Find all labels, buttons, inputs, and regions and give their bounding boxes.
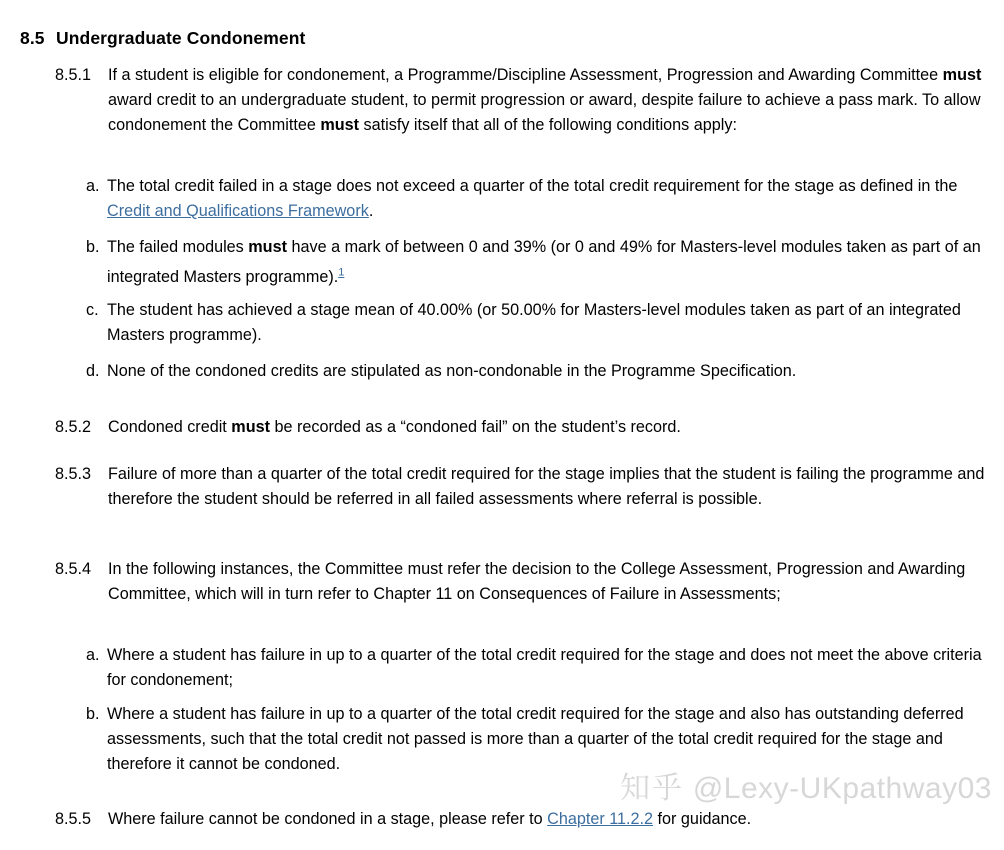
section-title: Undergraduate Condonement xyxy=(56,28,306,48)
list-item-text xyxy=(107,174,986,224)
list-item-b-1 xyxy=(86,232,986,292)
footnote-reference[interactable] xyxy=(338,267,344,279)
list-marker: c. xyxy=(86,301,99,319)
list-text-part-1: The total credit failed in a stage does not exceed a quarter of the total credit requirement for the stage as defined in the xyxy=(107,177,958,195)
clause-text-part-2: for guidance. xyxy=(653,810,752,828)
list-marker: a. xyxy=(86,177,100,195)
list-item-a-1 xyxy=(86,174,986,224)
clause-emphasis-must: must xyxy=(231,418,270,436)
clause-8-5-5 xyxy=(55,807,985,832)
clause-8-5-1 xyxy=(55,63,985,139)
credit-qualifications-framework-link[interactable]: Credit and Qualifications Framework xyxy=(107,202,369,221)
clause-text: In the following instances, the Committee must refer the decision to the College Assessment, Progression and Awarding Committee, which will in turn refer to Chapter 11 on Consequences of Failure in Assessments; xyxy=(108,560,966,604)
list-item-a-2 xyxy=(86,643,986,693)
section-heading xyxy=(20,27,980,49)
clause-number: 8.5.4 xyxy=(55,560,92,578)
list-text-part-2: have a mark of between 0 and 39% (or 0 and 49% for Masters-level modules taken as part of an integrated Masters programme). xyxy=(107,238,981,286)
footnote-link[interactable]: 1 xyxy=(338,266,345,279)
clause-text-part-1: Condoned credit xyxy=(108,418,232,436)
clause-text-part-2: award credit to an undergraduate student, to permit progression or award, despite failure to achieve a pass mark. To allow condonement the Committee xyxy=(108,91,981,135)
watermark-handle: @Lexy-UKpathway03 xyxy=(692,772,992,805)
list-item-d-1 xyxy=(86,359,986,384)
clause-text-part-1: Where failure cannot be condoned in a stage, please refer to xyxy=(108,810,548,828)
section-number: 8.5 xyxy=(20,28,45,48)
clause-number: 8.5.3 xyxy=(55,465,92,483)
clause-text-part-2: be recorded as a “condoned fail” on the student’s record. xyxy=(269,418,681,436)
clause-text: Failure of more than a quarter of the total credit required for the stage implies that the student is failing the programme and therefore the student should be referred in all failed assessments where referral is possible. xyxy=(108,465,985,509)
watermark-site-name: 知乎 xyxy=(620,772,684,805)
list-item-b-2 xyxy=(86,702,986,778)
list-item-text: The student has achieved a stage mean of 40.00% (or 50.00% for Masters-level modules taken as part of an integrated Masters programme). xyxy=(107,301,961,345)
list-text-part-2: . xyxy=(368,202,374,221)
list-item-text: Where a student has failure in up to a quarter of the total credit required for the stage and also has outstanding deferred assessments, such that the total credit not passed is more than a quarter of the total credit required for the stage and therefore it cannot be condoned. xyxy=(107,705,964,774)
clause-8-5-3 xyxy=(55,462,985,512)
list-item-c-1 xyxy=(86,298,986,348)
clause-number: 8.5.1 xyxy=(55,66,92,84)
clause-text xyxy=(108,807,985,832)
clause-text-part-3: satisfy itself that all of the following conditions apply: xyxy=(359,116,737,135)
list-text-part-1: The failed modules xyxy=(107,238,249,256)
clause-text xyxy=(108,415,985,440)
list-marker: d. xyxy=(86,362,100,380)
list-emphasis-must: must xyxy=(248,238,287,256)
list-marker: b. xyxy=(86,238,100,256)
clause-emphasis-must-1: must xyxy=(942,66,982,84)
list-item-text: None of the condoned credits are stipulated as non-condonable in the Programme Specification. xyxy=(107,362,797,380)
list-item-text: Where a student has failure in up to a quarter of the total credit required for the stage and does not meet the above criteria for condonement; xyxy=(107,646,982,690)
clause-number: 8.5.2 xyxy=(55,418,92,436)
list-marker: a. xyxy=(86,646,100,664)
clause-8-5-4 xyxy=(55,557,985,607)
clause-8-5-2 xyxy=(55,415,985,440)
chapter-11-2-2-link[interactable]: Chapter 11.2.2 xyxy=(547,810,654,828)
clause-text xyxy=(108,63,985,139)
list-item-text xyxy=(107,232,986,292)
clause-emphasis-must-2: must xyxy=(320,116,360,135)
list-marker: b. xyxy=(86,705,100,723)
clause-number: 8.5.5 xyxy=(55,810,92,828)
clause-text-part-1: If a student is eligible for condonement, a Programme/Discipline Assessment, Progression and Awarding Committee xyxy=(108,66,943,84)
